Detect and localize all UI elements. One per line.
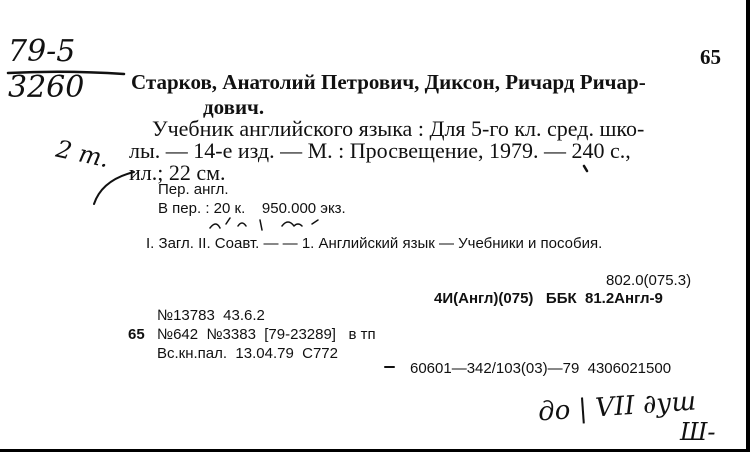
handwritten-volumes: 2 т.: [53, 134, 112, 174]
card-number: 65: [700, 45, 721, 69]
binding-price-note: В пер. : 20 к. 950.000 экз.: [158, 200, 346, 217]
author-line-continued: дович.: [203, 95, 265, 119]
shelf-mark-bottom: 3260: [8, 70, 85, 105]
card-right-edge: [746, 0, 750, 452]
handwritten-scribble: [208, 216, 348, 234]
handwritten-initials: Ш-: [680, 418, 716, 446]
handwritten-note-bottom: до | VII ∂уш: [537, 386, 698, 428]
record-line-2: №642 №3383 [79-23289] в тп: [157, 326, 376, 343]
dash-mark: [384, 364, 396, 370]
record-number: №13783 43.6.2: [157, 307, 265, 324]
subject-headings: I. Загл. II. Соавт. — — 1. Английский язык — Учебники и пособия.: [146, 235, 603, 252]
bbk-class: 4И(Англ)(075) ББК 81.2Англ-9: [434, 290, 663, 307]
title-line-3: ил.; 22 см.: [129, 160, 226, 185]
udc-class: 802.0(075.3): [606, 272, 692, 289]
translation-note: Пер. англ.: [158, 181, 229, 198]
handwritten-dot: [582, 164, 590, 174]
registry-date: Вс.кн.пал. 13.04.79 С772: [157, 345, 338, 362]
author-line: Старков, Анатолий Петрович, Диксон, Ричард Ричар-: [131, 70, 646, 94]
publisher-code: 60601—342/103(03)—79 4306021500: [410, 360, 672, 377]
shelf-mark-top: 79-5: [8, 34, 76, 69]
title-line-2: лы. — 14-е изд. — М. : Просвещение, 1979. — 240 с.,: [129, 138, 631, 163]
title-line-1: Учебник английского языка : Для 5-го кл. сред. шко-: [152, 116, 645, 141]
handwritten-bracket: [88, 168, 138, 208]
left-card-number: 65: [128, 326, 145, 343]
